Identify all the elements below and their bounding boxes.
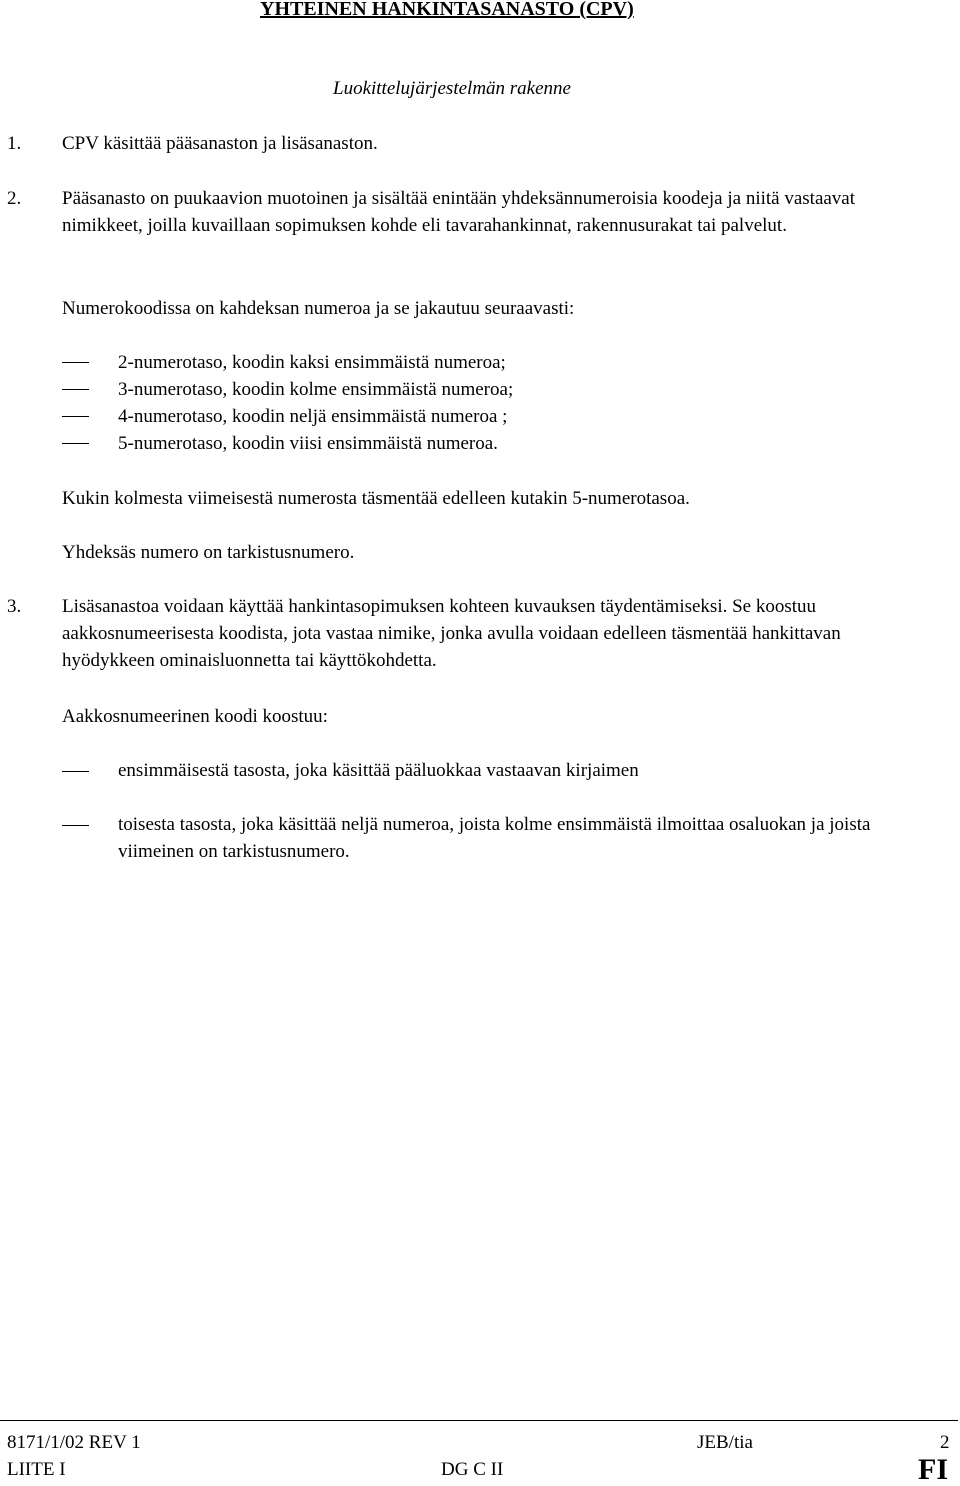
- section-3-intro: Aakkosnumeerinen koodi koostuu:: [62, 706, 328, 727]
- footer-language-code: FI: [918, 1453, 948, 1486]
- document-subtitle: Luokittelujärjestelmän rakenne: [333, 78, 571, 99]
- dash-bullet: [62, 825, 89, 826]
- section-3-number: 3.: [7, 596, 22, 617]
- footer-initials: JEB/tia: [697, 1432, 753, 1453]
- section-2-text: Pääsanasto on puukaavion muotoinen ja sisältää enintään yhdeksännumeroisia koodeja ja niitä vastaavat nimikkeet, joilla kuvaillaan sopimuksen kohde eli tavarahankinnat, rakennusurakat tai palvelut.: [62, 188, 856, 236]
- section-3-text: Lisäsanastoa voidaan käyttää hankintasopimuksen kohteen kuvauksen täydentämiseksi. Se koostuu aakkosnumeerisesta koodista, jota vastaa nimike, jonka avulla voidaan edelleen täsmentää hankittavan hyödykkeen ominaisluonnetta tai käyttökohdetta.: [62, 596, 841, 671]
- footer-dg: DG C II: [441, 1459, 504, 1480]
- section-1-number: 1.: [7, 133, 22, 154]
- footer-page-number: 2: [940, 1432, 950, 1453]
- section-2-note-2: Yhdeksäs numero on tarkistusnumero.: [62, 542, 355, 563]
- dash-bullet: [62, 771, 89, 772]
- dash-bullet: [62, 362, 89, 363]
- list-item: 2-numerotaso, koodin kaksi ensimmäistä numeroa;: [118, 352, 506, 373]
- list-item: 5-numerotaso, koodin viisi ensimmäistä numeroa.: [118, 433, 498, 454]
- section-2-intro: Numerokoodissa on kahdeksan numeroa ja se jakautuu seuraavasti:: [62, 298, 575, 319]
- list-item: ensimmäisestä tasosta, joka käsittää pääluokkaa vastaavan kirjaimen: [118, 760, 639, 781]
- section-2-number: 2.: [7, 188, 22, 209]
- document-title: YHTEINEN HANKINTASANASTO (CPV): [260, 0, 634, 20]
- list-item: toisesta tasosta, joka käsittää neljä numeroa, joista kolme ensimmäistä ilmoittaa osaluokan ja joista viimeinen on tarkistusnumero.: [118, 814, 871, 862]
- footer-annex: LIITE I: [7, 1459, 66, 1480]
- dash-bullet: [62, 416, 89, 417]
- list-item: 3-numerotaso, koodin kolme ensimmäistä numeroa;: [118, 379, 514, 400]
- list-item: 4-numerotaso, koodin neljä ensimmäistä numeroa ;: [118, 406, 508, 427]
- footer-rule: [0, 1420, 958, 1421]
- dash-bullet: [62, 389, 89, 390]
- section-1-text: CPV käsittää pääsanaston ja lisäsanaston.: [62, 133, 378, 154]
- dash-bullet: [62, 443, 89, 444]
- section-2-note-1: Kukin kolmesta viimeisestä numerosta täsmentää edelleen kutakin 5-numerotasoa.: [62, 488, 690, 509]
- footer-doc-ref: 8171/1/02 REV 1: [7, 1432, 141, 1453]
